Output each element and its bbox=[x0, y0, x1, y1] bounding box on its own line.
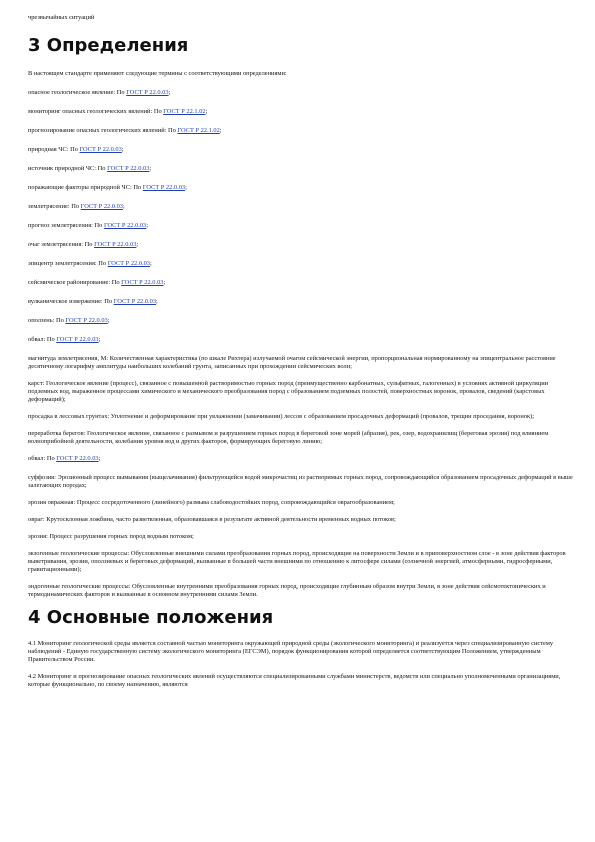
gost-reference-link[interactable]: ГОСТ Р 22.0.03 bbox=[107, 164, 150, 172]
gost-reference-link[interactable]: ГОСТ Р 22.0.03 bbox=[79, 145, 122, 153]
definition-pererabotka: переработка берегов: Геологическое явление, связанное с размывом и разрушением горных пород в береговой зоне морей (абразия), рек, озер, водохранилищ (береговая эрозия) под влиянием волноприбойной деятельности, колебания уровня вод и других факторов, формирующих береговую линию; bbox=[28, 429, 549, 445]
term-label: землетрясение bbox=[28, 202, 68, 210]
definition-prosadka: просадка в лессовых грунтах: Уплотнение и деформирование при увлажнении (замачивании) лессов с образованием просадочных деформаций (провалов, трещин проседания, воронок); bbox=[28, 412, 534, 420]
term-tail: ; bbox=[136, 240, 139, 248]
term-label: вулканическое извержение bbox=[28, 297, 101, 305]
term-tail: ; bbox=[163, 278, 166, 286]
term-separator: : По bbox=[43, 335, 57, 343]
term-separator: : По bbox=[67, 202, 81, 210]
term-separator: : По bbox=[81, 240, 95, 248]
term-label: природная ЧС bbox=[28, 145, 67, 153]
gost-reference-link[interactable]: ГОСТ Р 22.0.03 bbox=[56, 454, 99, 462]
gost-reference-link[interactable]: ГОСТ Р 22.1.02 bbox=[163, 107, 206, 115]
gost-reference-link[interactable]: ГОСТ Р 22.1.02 bbox=[177, 126, 220, 134]
term-separator: : По bbox=[91, 221, 104, 229]
terms-list bbox=[28, 89, 573, 344]
term-label: эпицентр землетрясения bbox=[28, 259, 95, 267]
term-label: сейсмическое районирование bbox=[28, 278, 109, 286]
definition-obval-2 bbox=[28, 455, 573, 463]
term-label: источник природной ЧС bbox=[28, 164, 95, 172]
term-tail: ; bbox=[205, 107, 208, 115]
section-4-heading: 4 Основные положения bbox=[28, 606, 274, 628]
definition-ovrag: овраг: Крутосклонная ложбина, часто разветвленная, образовавшаяся в результате активной деятельности временных водных потоков; bbox=[28, 515, 396, 523]
gost-reference-link[interactable]: ГОСТ Р 22.0.03 bbox=[56, 335, 99, 343]
term-label: очаг землетрясения bbox=[28, 240, 82, 248]
gost-reference-link[interactable]: ГОСТ Р 22.0.03 bbox=[126, 88, 169, 96]
term-label: прогнозирование опасных геологических явлений bbox=[28, 126, 165, 134]
definition-eroziya: эрозия: Процесс разрушения горных пород водным потоком; bbox=[28, 532, 194, 540]
term-separator: : По bbox=[150, 107, 164, 115]
term-definition-item bbox=[28, 146, 573, 154]
term-tail: ; bbox=[150, 259, 152, 267]
term-definition-item bbox=[28, 203, 573, 211]
term-separator: : По bbox=[94, 164, 108, 172]
term-definition-item bbox=[28, 127, 573, 135]
term-definition-item bbox=[28, 260, 573, 268]
term-tail: ; bbox=[123, 202, 125, 210]
top-line-text: чрезвычайных ситуаций bbox=[28, 14, 95, 21]
term-definition-item bbox=[28, 279, 573, 287]
term-separator: : По bbox=[94, 259, 108, 267]
term-label: обвал bbox=[28, 454, 44, 462]
term-definition-item bbox=[28, 108, 573, 116]
section-3-intro: В настоящем стандарте применяют следующие термины с соответствующими определениями: bbox=[28, 69, 287, 77]
definition-karst: карст: Геологическое явление (процесс), связанное с повышенной растворимостью горных пород (преимущественно карбонатных, сульфатных, галогенных) в условиях активной циркуляции подземных вод, выраженное процессами химического и механического преобразования пород с образованием подземных полостей, поверхностных воронок, провалов, сведений (карстовых деформаций); bbox=[28, 379, 549, 403]
gost-reference-link[interactable]: ГОСТ Р 22.0.03 bbox=[65, 316, 108, 324]
term-tail: ; bbox=[219, 126, 222, 134]
term-definition-item bbox=[28, 222, 573, 230]
gost-reference-link[interactable]: ГОСТ Р 22.0.03 bbox=[103, 221, 147, 229]
term-tail: ; bbox=[98, 335, 101, 343]
gost-reference-link[interactable]: ГОСТ Р 22.0.03 bbox=[107, 259, 151, 267]
term-tail: ; bbox=[146, 221, 149, 229]
term-label: обвал bbox=[28, 335, 44, 343]
term-definition-item bbox=[28, 241, 573, 249]
term-definition-item bbox=[28, 89, 573, 97]
term-tail: ; bbox=[185, 183, 187, 191]
term-definition-item bbox=[28, 336, 573, 344]
term-tail: ; bbox=[121, 145, 124, 153]
document-page bbox=[28, 14, 573, 698]
term-tail: ; bbox=[168, 88, 171, 96]
term-separator: : По bbox=[43, 454, 57, 462]
gost-reference-link[interactable]: ГОСТ Р 22.0.03 bbox=[80, 202, 123, 210]
term-tail: ; bbox=[107, 316, 110, 324]
definition-endogenous-processes: эндогенные геологические процессы: Обусловленные внутренними преобразования горных пород, происходящие глубинным образом внутри Земли, в зоне действия сейсмотектонических и термодинамических факторов и вызванные в основном внутренними силами Земли. bbox=[28, 582, 546, 598]
section-4-paragraph-1: 4.1 Мониторинг геологической среды является составной частью мониторинга окружающей природной среды (экологического мониторинга) и реализуется через специализированную систему наблюдений - Единую государственную систему экологического мониторинга (ЕГСЭМ), порядок функционирования которой определяется соответствующим Положением, утвержденным Правительством России. bbox=[28, 639, 554, 663]
term-separator: : По bbox=[164, 126, 178, 134]
term-separator: : По bbox=[113, 88, 127, 96]
gost-reference-link[interactable]: ГОСТ Р 22.0.03 bbox=[142, 183, 186, 191]
term-label: оползень bbox=[28, 316, 53, 324]
term-label: поражающие факторы природной ЧС bbox=[28, 183, 130, 191]
term-separator: : По bbox=[52, 316, 66, 324]
definition-exogenous-processes: экзогенные геологические процессы: Обусловленные внешними силами преобразования горных пород, происходящие на поверхности Земли и в приповерхностном слое - в зоне действия факторов выветривания, эрозии, оползневых и береговых деформаций, вызванные в большей части внешними по отношению к литосфере силами (солнечной энергией, атмосферными, гидросферными, гравитационными); bbox=[28, 549, 566, 573]
term-label: прогноз землетрясения bbox=[28, 221, 92, 229]
term-separator: : По bbox=[108, 278, 122, 286]
definition-magnitude: магнитуда землетрясения, М: Количественная характеристика (по шкале Рихтера) излучаемой очагом сейсмической энергии, пропорциональная нормированному на эпицентральное расстояние десятичному логарифму амплитуды наибольших колебаний грунта, записанных при прохождении сейсмических волн; bbox=[28, 354, 556, 370]
term-tail: ; bbox=[156, 297, 158, 305]
term-definition-item bbox=[28, 165, 573, 173]
gost-reference-link[interactable]: ГОСТ Р 22.0.03 bbox=[94, 240, 137, 248]
section-4-paragraph-2: 4.2 Мониторинг и прогнозирование опасных геологических явлений осуществляются специализированными службами министерств, ведомств или специально уполномоченными организациями, которые функционально, по своему назначению, являются bbox=[28, 672, 561, 688]
section-3-heading: 3 Определения bbox=[28, 35, 189, 56]
term-separator: : По bbox=[66, 145, 80, 153]
term-tail: ; bbox=[149, 164, 152, 172]
term-separator: : По bbox=[100, 297, 114, 305]
term-tail: ; bbox=[98, 454, 101, 462]
term-label: мониторинг опасных геологических явлений bbox=[28, 107, 151, 115]
gost-reference-link[interactable]: ГОСТ Р 22.0.03 bbox=[121, 278, 164, 286]
term-separator: : По bbox=[129, 183, 143, 191]
definition-suffoziya: суффозия: Эрозионный процесс вымывания (выщелачивания) фильтрующейся водой микрочастиц из растворимых горных пород, сопровождающийся образованием просадочных деформаций в выше залегающих породах; bbox=[28, 473, 573, 489]
term-definition-item bbox=[28, 317, 573, 325]
term-definition-item bbox=[28, 298, 573, 306]
gost-reference-link[interactable]: ГОСТ Р 22.0.03 bbox=[113, 297, 157, 305]
definition-eroziya-ovrazhnaya: эрозия овражная: Процесс сосредоточенного (линейного) размыва слабоводостойких пород, сопровождающийся оврагообразованием; bbox=[28, 498, 395, 506]
term-label: опасное геологическое явление bbox=[28, 88, 114, 96]
term-definition-item bbox=[28, 184, 573, 192]
